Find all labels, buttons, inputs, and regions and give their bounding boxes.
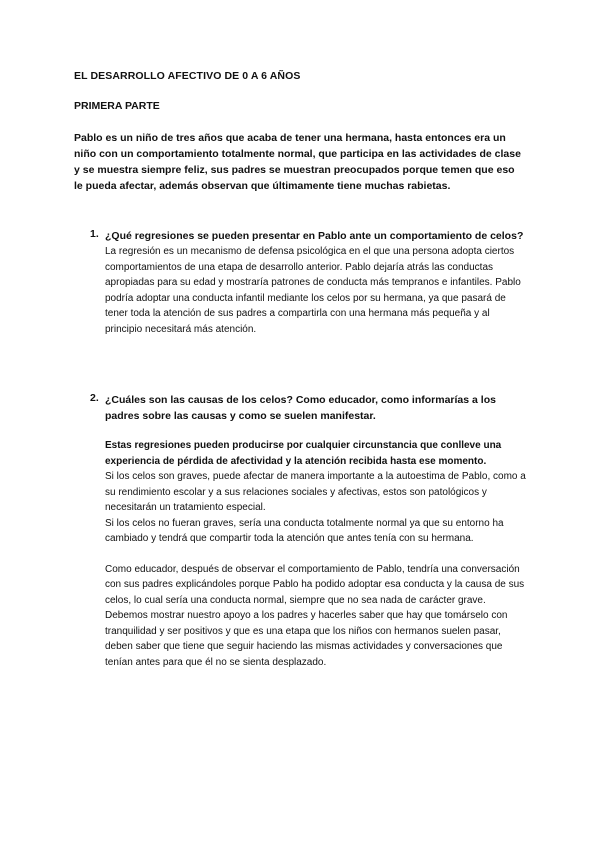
question-2-answer-bold: Estas regresiones pueden producirse por cualquier circunstancia que conlleve una experiencia de pérdida de afectividad y la atención recibida hasta ese momento.	[105, 440, 502, 467]
section-heading: PRIMERA PARTE	[74, 100, 160, 112]
question-2-body	[105, 392, 527, 670]
question-1-answer: La regresión es un mecanismo de defensa psicológica en el que una persona adopta ciertos comportamientos de una etapa de desarrollo anterior. Pablo dejaría atrás las conductas apropiadas para su edad y mostraría patrones de conducta más tempranos e infantiles. Pablo podría adoptar una conducta infantil mediante los celos por su hermana, ya que pasará de tener toda la atención de sus padres a compartirla con una hermana más pequeña y al principio necesitará más atención.	[105, 246, 521, 335]
intro-paragraph: Pablo es un niño de tres años que acaba de tener una hermana, hasta entonces era un niño con un comportamiento totalmente normal, que participa en las actividades de clase y se muestra siempre feliz, sus padres se muestran preocupados porque temen que eso le pueda afectar, además observan que últimamente tiene muchas rabietas.	[74, 132, 521, 192]
question-1-text: ¿Qué regresiones se pueden presentar en Pablo ante un comportamiento de celos?	[105, 230, 524, 242]
question-2-text: ¿Cuáles son las causas de los celos? Como educador, como informarías a los padres sobre las causas y como se suelen manifestar.	[105, 394, 496, 422]
question-1-number: 1.	[90, 228, 99, 240]
question-2-answer-paragraph-3: Como educador, después de observar el comportamiento de Pablo, tendría una conversación con sus padres explicándoles porque Pablo ha podido adoptar esa conducta y la causa de sus celos, lo cual sería una conducta normal, siempre que no sea nada de carácter grave. Debemos mostrar nuestro apoyo a los padres y hacerles saber que hay que tomárselo con tranquilidad y ser positivos y que es una etapa que los niños con hermanos suelen pasar, deben saber que tiene que seguir haciendo las mismas actividades y conversaciones que tenían antes para que él no se sienta desplazado.	[105, 563, 525, 668]
question-2-answer-paragraph-1: Si los celos son graves, puede afectar de manera importante a la autoestima de Pablo, como a su rendimiento escolar y a sus relaciones sociales y afectivas, estos son patológicos y necesitarán un tratamiento especial.	[105, 471, 526, 513]
question-2-number: 2.	[90, 392, 99, 404]
question-2-answer-paragraph-2: Si los celos no fueran graves, sería una conducta totalmente normal ya que su entorno ha cambiado y tendrá que compartir toda la atención que antes tenía con su hermana.	[105, 517, 504, 544]
document-title: EL DESARROLLO AFECTIVO DE 0 A 6 AÑOS	[74, 70, 301, 82]
question-1-body	[105, 228, 527, 337]
